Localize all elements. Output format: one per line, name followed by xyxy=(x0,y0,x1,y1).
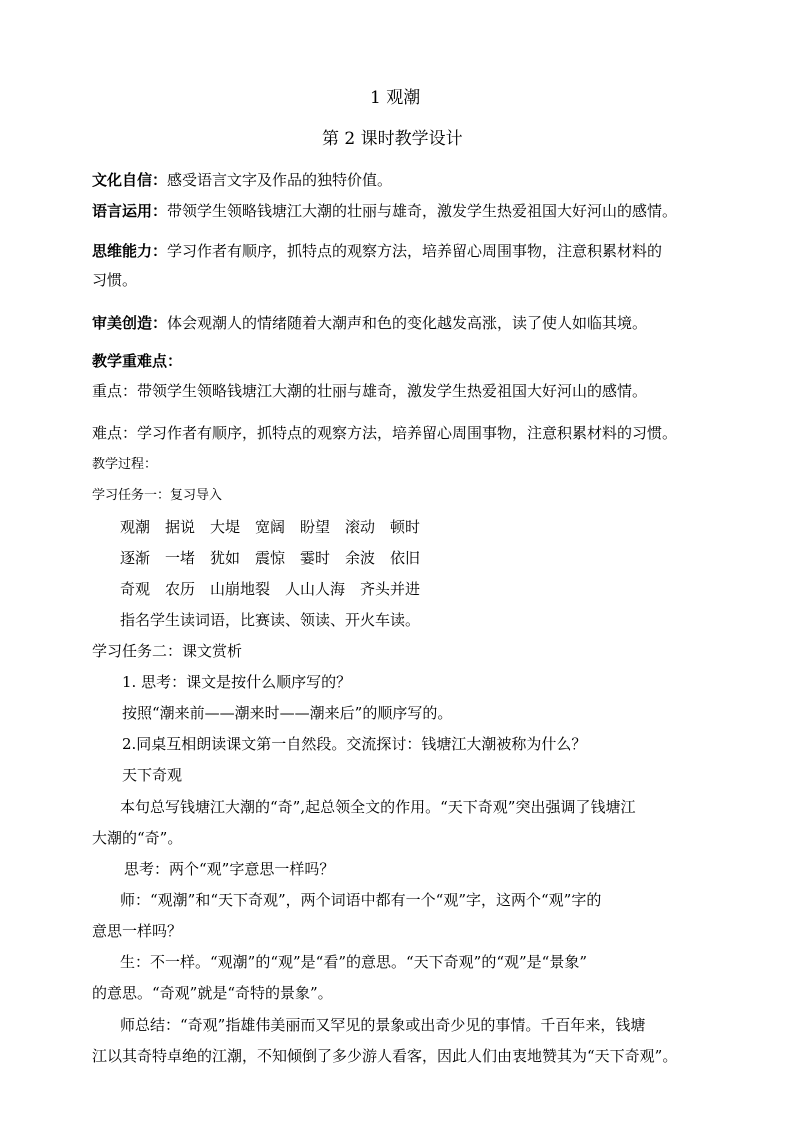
objective-thinking xyxy=(92,241,662,261)
question-one: 1. 思考：课文是按什么顺序写的？ xyxy=(122,673,352,691)
student-line: 的意思。“奇观”就是“奇特的景象”。 xyxy=(92,984,333,1002)
teacher-summary-line: 师总结：“奇观”指雄伟美丽而又罕见的景象或出奇少见的事情。千百年来，钱塘 xyxy=(120,1016,646,1034)
vocabulary-row: 逐渐 一堵 犹如 震惊 霎时 余波 依旧 xyxy=(120,549,421,567)
process-heading: 教学过程： xyxy=(92,457,158,472)
objective-text: 体会观潮人的情绪随着大潮声和色的变化越发高涨，读了使人如临其境。 xyxy=(167,314,648,332)
answer-one: 按照“潮来前——潮来时——潮来后”的顺序写的。 xyxy=(122,704,453,722)
objective-thinking-cont: 习惯。 xyxy=(92,271,138,289)
question-two: 2.同桌互相朗读课文第一自然段。交流探讨：钱塘江大潮被称为什么？ xyxy=(122,735,587,753)
objective-culture xyxy=(92,170,392,190)
lesson-title: 1 观潮 xyxy=(370,88,421,108)
task-two-heading: 学习任务二：课文赏析 xyxy=(92,642,243,660)
vocabulary-note: 指名学生读词语，比赛读、领读、开火车读。 xyxy=(120,611,421,629)
vocabulary-row: 奇观 农历 山崩地裂 人山人海 齐头并进 xyxy=(120,580,421,598)
key-point: 重点：带领学生领略钱塘江大潮的壮丽与雄奇，激发学生热爱祖国大好河山的感情。 xyxy=(92,382,648,400)
objective-text: 带领学生领略钱塘江大潮的壮丽与雄奇，激发学生热爱祖国大好河山的感情。 xyxy=(167,202,678,220)
objective-text: 学习作者有顺序，抓特点的观察方法，培养留心周围事物，注意积累材料的 xyxy=(167,242,663,260)
key-points-heading: 教学重难点： xyxy=(92,352,183,370)
teacher-line: 意思一样吗？ xyxy=(92,922,183,940)
objective-text: 感受语言文字及作品的独特价值。 xyxy=(167,171,393,189)
objective-language xyxy=(92,201,677,221)
paragraph-line: 本句总写钱塘江大潮的“奇”,起总领全文的作用。“天下奇观”突出强调了钱塘江 xyxy=(120,798,636,816)
teacher-summary-line: 江以其奇特卓绝的江潮，不知倾倒了多少游人看客，因此人们由衷地赞其为“天下奇观”。 xyxy=(92,1047,678,1065)
objective-label: 审美创造： xyxy=(92,314,168,332)
answer-two: 天下奇观 xyxy=(122,766,183,784)
objective-label: 文化自信： xyxy=(92,171,168,189)
objective-label: 思维能力： xyxy=(92,242,168,260)
student-line: 生：不一样。“观潮”的“观”是“看”的意思。“天下奇观”的“观”是“景象” xyxy=(120,953,588,971)
lesson-subtitle: 第 2 课时教学设计 xyxy=(322,129,463,149)
objective-aesthetic xyxy=(92,313,647,333)
difficult-point: 难点：学习作者有顺序，抓特点的观察方法，培养留心周围事物，注意积累材料的习惯。 xyxy=(92,424,678,442)
paragraph-line: 大潮的“奇”。 xyxy=(92,829,183,847)
vocabulary-row: 观潮 据说 大堤 宽阔 盼望 滚动 顿时 xyxy=(120,518,421,536)
question-three: 思考：两个“观”字意思一样吗？ xyxy=(124,860,335,878)
teacher-line: 师：“观潮”和“天下奇观”，两个词语中都有一个“观”字，这两个“观”字的 xyxy=(120,891,602,909)
objective-label: 语言运用： xyxy=(92,202,168,220)
task-one-heading: 学习任务一：复习导入 xyxy=(92,488,223,503)
